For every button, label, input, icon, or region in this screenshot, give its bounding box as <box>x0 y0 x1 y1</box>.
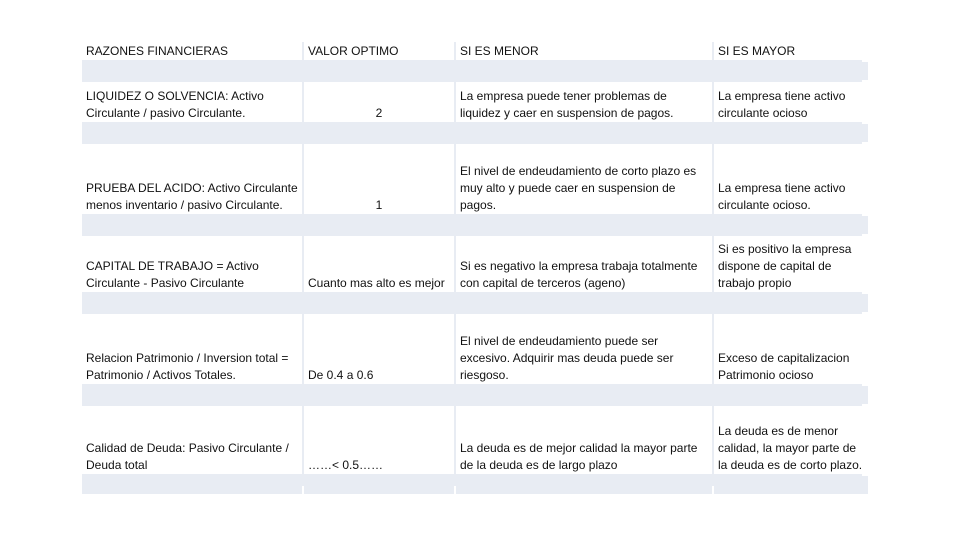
table-cell-optimal: 1 <box>304 144 454 214</box>
row-spacer <box>304 294 454 312</box>
table-cell-optimal: De 0.4 a 0.6 <box>304 314 454 384</box>
row-spacer <box>456 386 712 404</box>
table-cell-if-less: Si es negativo la empresa trabaja totalmente con capital de terceros (ageno) <box>456 236 712 292</box>
header-if-less: SI ES MENOR <box>456 42 712 60</box>
row-spacer <box>456 124 712 142</box>
table-cell-optimal: 2 <box>304 82 454 122</box>
row-spacer <box>82 62 302 80</box>
row-spacer <box>82 294 302 312</box>
row-spacer <box>304 216 454 234</box>
header-optimal-value: VALOR OPTIMO <box>304 42 454 60</box>
table-cell-if-less: El nivel de endeudamiento de corto plazo es muy alto y puede caer en suspension de pagos. <box>456 144 712 214</box>
row-spacer <box>456 216 712 234</box>
row-spacer <box>714 476 868 494</box>
table-cell-ratio: Calidad de Deuda: Pasivo Circulante / Deuda total <box>82 406 302 474</box>
row-spacer <box>456 294 712 312</box>
row-spacer <box>304 124 454 142</box>
table-cell-ratio: Relacion Patrimonio / Inversion total = Patrimonio / Activos Totales. <box>82 314 302 384</box>
row-spacer <box>456 62 712 80</box>
row-spacer <box>714 124 868 142</box>
table-cell-if-greater: Si es positivo la empresa dispone de capital de trabajo propio <box>714 236 868 292</box>
table-cell-ratio: CAPITAL DE TRABAJO = Activo Circulante - Pasivo Circulante <box>82 236 302 292</box>
table-cell-if-less: La empresa puede tener problemas de liquidez y caer en suspension de pagos. <box>456 82 712 122</box>
table-cell-ratio: PRUEBA DEL ACIDO: Activo Circulante menos inventario / pasivo Circulante. <box>82 144 302 214</box>
row-spacer <box>82 216 302 234</box>
table-cell-if-greater: Exceso de capitalizacion Patrimonio ocioso <box>714 314 868 384</box>
row-spacer <box>304 476 454 494</box>
table-cell-if-greater: La empresa tiene activo circulante ocioso <box>714 82 868 122</box>
row-spacer <box>304 386 454 404</box>
table-cell-if-greater: La deuda es de menor calidad, la mayor parte de la deuda es de corto plazo. <box>714 406 868 474</box>
row-spacer <box>714 216 868 234</box>
row-spacer <box>82 386 302 404</box>
table-cell-if-less: El nivel de endeudamiento puede ser excesivo. Adquirir mas deuda puede ser riesgoso. <box>456 314 712 384</box>
header-ratio: RAZONES FINANCIERAS <box>82 42 302 60</box>
row-spacer <box>82 124 302 142</box>
row-spacer <box>714 62 868 80</box>
financial-ratios-table <box>82 42 862 486</box>
table-cell-ratio: LIQUIDEZ O SOLVENCIA: Activo Circulante / pasivo Circulante. <box>82 82 302 122</box>
row-spacer <box>714 386 868 404</box>
row-spacer <box>714 294 868 312</box>
table-cell-if-greater: La empresa tiene activo circulante ocioso. <box>714 144 868 214</box>
row-spacer <box>456 476 712 494</box>
row-spacer <box>304 62 454 80</box>
table-cell-optimal: Cuanto mas alto es mejor <box>304 236 454 292</box>
header-if-greater: SI ES MAYOR <box>714 42 868 60</box>
row-spacer <box>82 476 302 494</box>
table-cell-if-less: La deuda es de mejor calidad la mayor parte de la deuda es de largo plazo <box>456 406 712 474</box>
table-cell-optimal: ……< 0.5…… <box>304 406 454 474</box>
